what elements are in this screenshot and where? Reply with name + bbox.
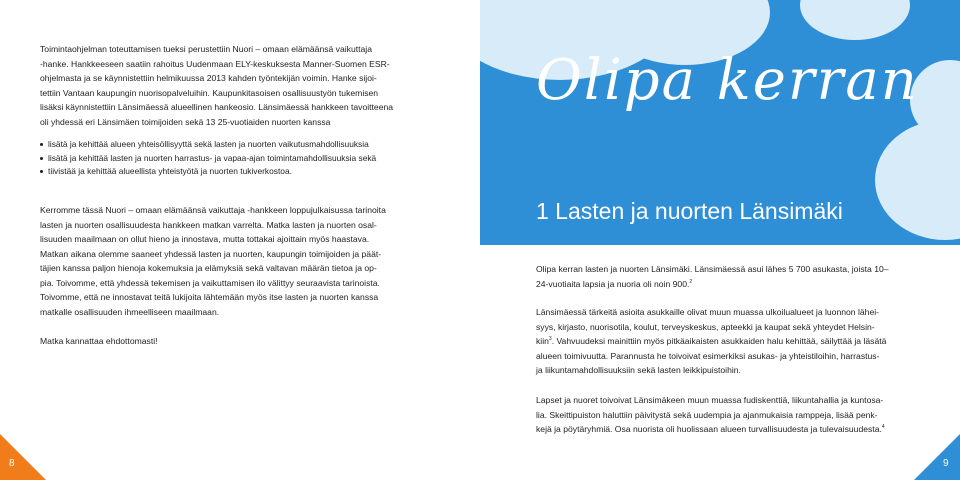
corner-decoration-left [0, 420, 60, 480]
text-line: matkalle osallisuuden ihmeelliseen maailmaan. [40, 306, 220, 317]
text-line: ohjelmasta ja se käynnistettiin helmikuussa 2013 kahden työntekijän voimin. Hanke sijoi- [40, 73, 377, 83]
right-paragraph-3 [536, 393, 936, 437]
chapter-hero-banner [480, 0, 960, 245]
text-line: tettiin Vantaan kaupungin nuorisopalveluihin. Kaupunkitasoisen osallisuustyön tukemisen [40, 87, 379, 98]
text-line: lia. Skeittipuiston haluttiin päivitystä sekä uudempia ja ajanmukaisia ramppeja, lisää penk- [536, 409, 878, 420]
chapter-hero-title: Olipa kerran [536, 48, 919, 113]
text-line: Länsimäessä tärkeitä asioita asukkaille olivat muun muassa ulkoilualueet ja luonnon lähei- [536, 307, 879, 317]
text-line: Toimintaohjelman toteuttamisen tueksi perustettiin Nuori – omaan elämäänsä vaikuttaja [40, 44, 372, 54]
text-line: Toivomme, että ne innostavat teitä lukijoita lähtemään myös itse lasten ja nuorten kanssa [40, 292, 379, 302]
text-line: lasten ja nuorten osallisuudesta hankkeen matkan varrelta. Matka lasten ja nuorten osal- [40, 219, 377, 230]
text-line: -hanke. Hankkeeseen saatiin rahoitus Uudenmaan ELY-keskuksesta Manner-Suomen ESR- [40, 58, 390, 69]
goal-list [40, 138, 440, 179]
page-number-right: 9 [943, 458, 949, 469]
text-line: syys, kirjasto, nuorisotila, koulut, terveyskeskus, apteekki ja kaupat sekä yhteydet Helsin- [536, 321, 875, 332]
text-line: oli yhdessä eri Länsimäen toimijoiden sekä 13 25-vuotiaiden nuorten kanssa [40, 116, 331, 127]
corner-decoration-right [900, 420, 960, 480]
text-line: täjien kanssa paljon hienoja kokemuksia ja elämyksiä sekä valtavan määrän tietoa ja op- [40, 263, 377, 273]
text-line: Olipa kerran lasten ja nuorten Länsimäki. Länsimäessä asui lähes 5 700 asukasta, joista 10– [536, 264, 889, 274]
list-item: lisätä ja kehittää alueen yhteisöllisyyttä sekä lasten ja nuorten vaikutusmahdollisuuksia [40, 138, 440, 152]
footnote-marker: 3 [548, 336, 552, 343]
left-paragraph-1 [40, 42, 450, 129]
text-line: pia. Toivomme, että yhdessä tekemisen ja vaikuttamisen ilo välittyy seuraavista tarinoista. [40, 277, 380, 288]
text-line: kiin$^3$. Vahvuudeksi mainittiin myös pitkäaikaisten asukkaiden halu kehittää, säilyttää ja läsätä [536, 336, 887, 346]
text-line: 24-vuotiaita lapsia ja nuoria oli noin 900.$^2$ [536, 278, 693, 289]
cloud-shape [800, 0, 910, 40]
text-line: alueen toimivuutta. Parannusta he toivoivat esimerkiksi asukas- ja yhteistiloihin, harrastus- [536, 350, 880, 361]
text-line: lisäksi käynnistettiin Länsimäessä alueellinen hankeosio. Länsimäessä hankkeen tavoitteena [40, 102, 394, 112]
corner-orange-triangle [0, 434, 46, 480]
footnote-marker: 2 [689, 278, 693, 285]
page-number-left: 8 [9, 458, 15, 469]
text-line: ja liikuntamahdollisuuksiin sekä lasten leikkipuistoihin. [536, 365, 741, 375]
right-paragraph-1 [536, 262, 936, 291]
list-item: tiivistää ja kehittää alueellista yhteistyötä ja nuorten tukiverkostoa. [40, 165, 440, 179]
text-line: Lapset ja nuoret toivoivat Länsimäkeen muun muassa fudiskenttiä, liikuntahallia ja kuntosa- [536, 395, 884, 405]
closing-line: Matka kannattaa ehdottomasti! [40, 336, 158, 346]
corner-blue-triangle [914, 434, 960, 480]
chapter-heading: 1 Lasten ja nuorten Länsimäki [536, 198, 843, 224]
right-paragraph-2 [536, 305, 936, 378]
footnote-marker: 4 [881, 424, 885, 431]
text-line: lisuuden maailmaan on ollut hieno ja innostava, mutta tottakai ajoittain myös haastava. [40, 234, 370, 244]
text-line: Kerromme tässä Nuori – omaan elämäänsä vaikuttaja -hankkeen loppujulkaisussa tarinoita [40, 205, 386, 215]
list-item: lisätä ja kehittää lasten ja nuorten harrastus- ja vapaa-ajan toimintamahdollisuuksia sekä [40, 152, 440, 166]
text-line: kejä ja pöytäryhmiä. Osa nuorista oli huolissaan alueen turvallisuudesta ja tulevaisuudesta.$^4$ [536, 424, 885, 434]
text-line: Matkan aikana olemme saaneet yhdessä lasten ja nuorten, kaupungin toimijoiden ja päät- [40, 248, 382, 259]
left-paragraph-2 [40, 203, 450, 319]
